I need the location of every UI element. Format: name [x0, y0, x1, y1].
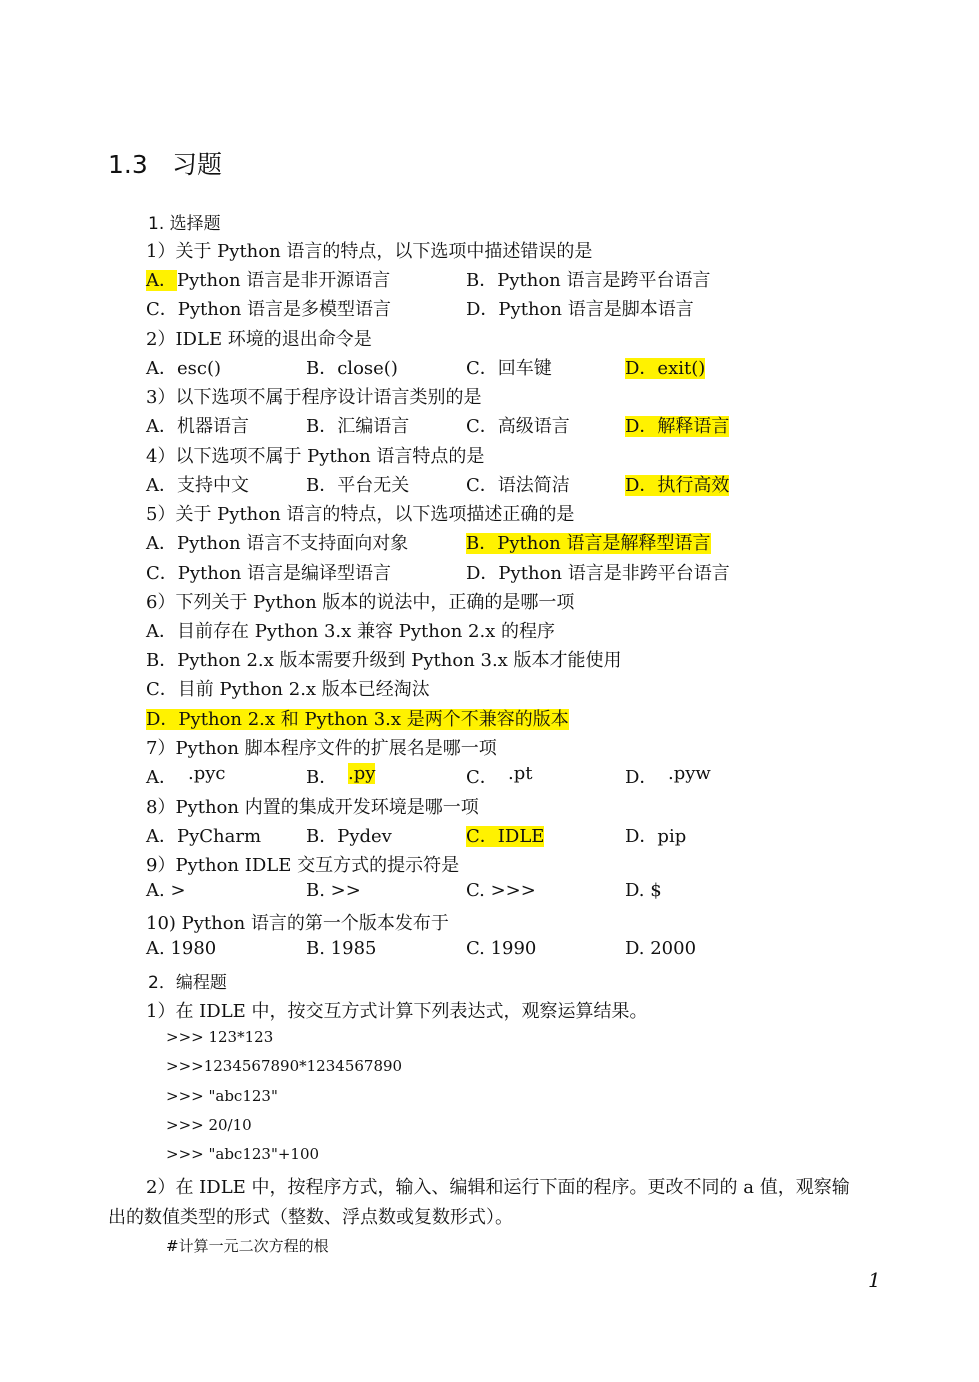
q4-option-d [625, 471, 729, 497]
question-stem-4: 4）以下选项不属于 Python 语言特点的是 [146, 446, 485, 467]
q1-option-a [146, 266, 390, 292]
programming-question-2-line-2: 出的数值类型的形式（整数、浮点数或复数形式）。 [108, 1207, 513, 1228]
q2-option-a: A．esc() [146, 358, 222, 379]
q4-option-b: B．平台无关 [306, 475, 410, 496]
q7-option-d-letter: D． [625, 767, 658, 788]
q8-option-a: A．PyCharm [146, 826, 262, 847]
q9-option-d: D. $ [625, 880, 662, 901]
q5-option-d: D．Python 语言是非跨平台语言 [466, 563, 730, 584]
q6-option-d [146, 705, 569, 731]
section-number: 1.3 [108, 150, 148, 179]
q2-option-d [625, 354, 705, 380]
programming-question-1: 1）在 IDLE 中，按交互方式计算下列表达式，观察运算结果。 [146, 1001, 648, 1022]
subsection-programming: 2．编程题 [148, 973, 227, 993]
q7-option-b-text [348, 763, 375, 784]
q1-option-d: D．Python 语言是脚本语言 [466, 299, 694, 320]
q4-option-c: C．语法简洁 [466, 475, 570, 496]
q5-option-a: A．Python 语言不支持面向对象 [146, 533, 409, 554]
q10-option-b: B. 1985 [306, 938, 377, 959]
question-stem-7: 7）Python 脚本程序文件的扩展名是哪一项 [146, 738, 497, 759]
q5-option-b-highlight: B．Python 语言是解释型语言 [466, 533, 711, 554]
q5-option-c: C．Python 语言是编译型语言 [146, 563, 392, 584]
q7-option-c-text: .pt [508, 763, 533, 784]
q10-option-d: D. 2000 [625, 938, 697, 959]
code-line-4: >>> 20/10 [166, 1116, 252, 1134]
question-stem-5: 5）关于 Python 语言的特点，以下选项描述正确的是 [146, 504, 575, 525]
q1-option-c: C．Python 语言是多模型语言 [146, 299, 392, 320]
q8-option-c [466, 822, 544, 848]
q7-option-d-text: .pyw [668, 763, 711, 784]
q10-option-a: A. 1980 [146, 938, 217, 959]
code-line-5: >>> "abc123"+100 [166, 1145, 320, 1163]
q5-option-b [466, 529, 711, 555]
q3-option-d [625, 412, 729, 438]
question-stem-1: 1）关于 Python 语言的特点，以下选项中描述错误的是 [146, 241, 593, 262]
q6-option-d-highlight: D．Python 2.x 和 Python 3.x 是两个不兼容的版本 [146, 709, 569, 730]
q8-option-c-highlight: C．IDLE [466, 826, 545, 847]
question-stem-9: 9）Python IDLE 交互方式的提示符是 [146, 855, 460, 876]
q7-option-a-letter: A． [146, 767, 177, 788]
q7-option-b-letter: B． [306, 767, 338, 788]
q6-option-c: C．目前 Python 2.x 版本已经淘汰 [146, 679, 430, 700]
q1-option-a-text: Python 语言是非开源语言 [177, 270, 391, 291]
q4-option-d-highlight: D．执行高效 [625, 475, 730, 496]
q2-option-c: C．回车键 [466, 358, 552, 379]
question-stem-6: 6）下列关于 Python 版本的说法中，正确的是哪一项 [146, 592, 575, 613]
code-comment: #计算一元二次方程的根 [166, 1237, 329, 1255]
question-stem-8: 8）Python 内置的集成开发环境是哪一项 [146, 797, 479, 818]
q1-option-b: B．Python 语言是跨平台语言 [466, 270, 711, 291]
q6-option-b: B．Python 2.x 版本需要升级到 Python 3.x 版本才能使用 [146, 650, 622, 671]
q8-option-b: B．Pydev [306, 826, 392, 847]
section-title: 习题 [172, 150, 223, 179]
page-number: 1 [868, 1268, 881, 1292]
q1-option-a-highlight: A． [146, 270, 177, 291]
question-stem-3: 3）以下选项不属于程序设计语言类别的是 [146, 387, 482, 408]
q10-option-c: C. 1990 [466, 938, 537, 959]
q3-option-c: C．高级语言 [466, 416, 570, 437]
section-heading [108, 145, 222, 181]
q3-option-b: B．汇编语言 [306, 416, 410, 437]
q2-option-b: B．close() [306, 358, 398, 379]
programming-question-2-line-1: 2）在 IDLE 中，按程序方式，输入、编辑和运行下面的程序。更改不同的 a 值，观察输 [146, 1177, 850, 1198]
q2-option-d-highlight: D．exit() [625, 358, 706, 379]
subsection-choice: 1. 选择题 [148, 214, 221, 234]
q6-option-a: A．目前存在 Python 3.x 兼容 Python 2.x 的程序 [146, 621, 556, 642]
q7-option-a-text: .pyc [188, 763, 226, 784]
q9-option-a: A. > [146, 880, 186, 901]
code-line-1: >>> 123*123 [166, 1028, 274, 1046]
q9-option-b: B. >> [306, 880, 361, 901]
question-stem-10: 10) Python 语言的第一个版本发布于 [146, 913, 449, 934]
q7-option-b-highlight: .py [348, 763, 376, 784]
code-line-2: >>>1234567890*1234567890 [166, 1057, 403, 1075]
question-stem-2: 2）IDLE 环境的退出命令是 [146, 329, 372, 350]
q4-option-a: A．支持中文 [146, 475, 249, 496]
q3-option-a: A．机器语言 [146, 416, 249, 437]
q7-option-c-letter: C． [466, 767, 498, 788]
q9-option-c: C. >>> [466, 880, 536, 901]
code-line-3: >>> "abc123" [166, 1087, 278, 1105]
q3-option-d-highlight: D．解释语言 [625, 416, 730, 437]
q8-option-d: D．pip [625, 826, 687, 847]
